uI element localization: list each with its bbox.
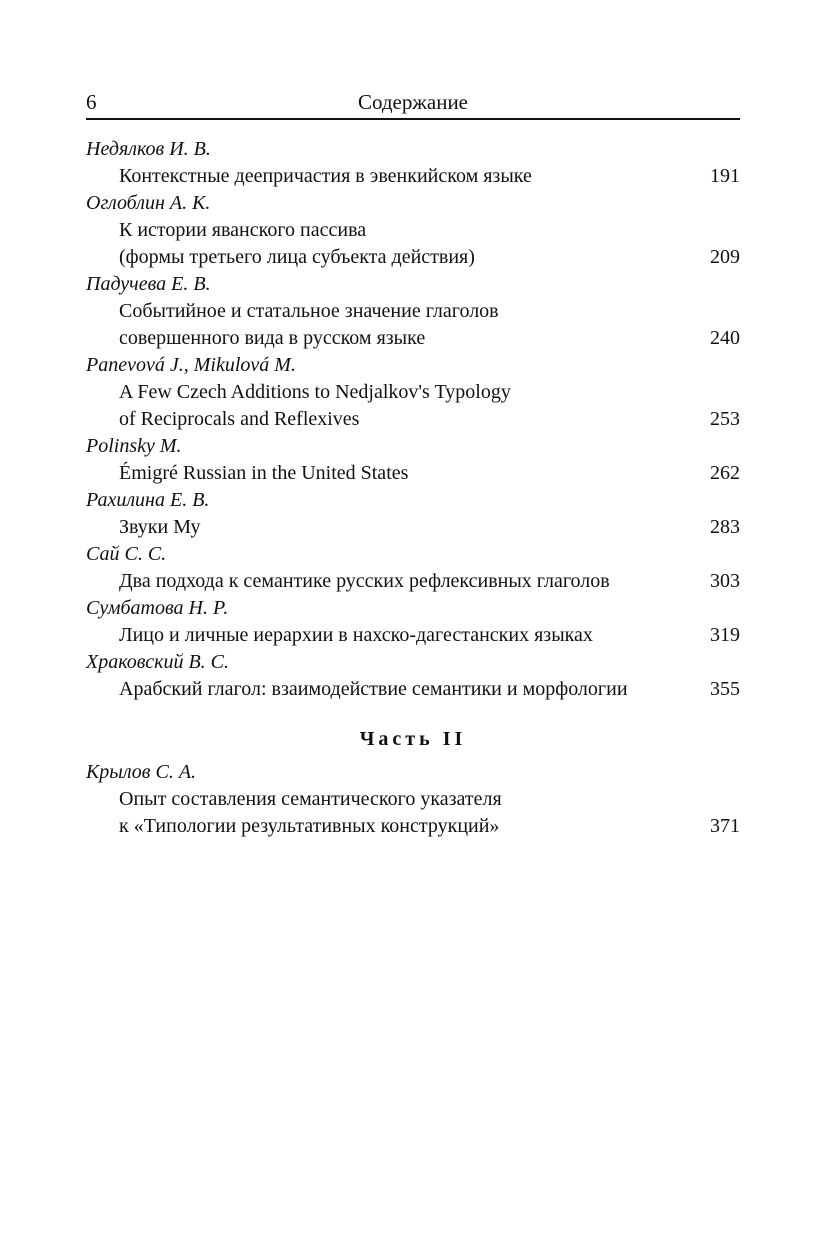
toc-author: Сумбатова Н. Р.: [86, 597, 229, 619]
toc-title-line: Контекстные деепричастия в эвенкийском языке: [119, 165, 532, 187]
toc-title-line: Два подхода к семантике русских рефлексивных глаголов: [119, 570, 610, 592]
toc-page-number: 303: [710, 570, 740, 592]
toc-title-line: совершенного вида в русском языке: [119, 327, 426, 349]
toc-entry: [86, 541, 740, 595]
table-of-contents: [86, 136, 740, 840]
toc-page-number: 319: [710, 624, 740, 646]
toc-title: [86, 622, 680, 649]
toc-title-line: Опыт составления семантического указателя: [119, 788, 502, 810]
toc-entry: [86, 759, 740, 840]
toc-page-number: 262: [710, 462, 740, 484]
toc-title: [86, 217, 680, 271]
toc-page-number: 240: [710, 327, 740, 349]
toc-author: Polinsky M.: [86, 435, 182, 457]
toc-author: Рахилина Е. В.: [86, 489, 210, 511]
toc-author: Храковский В. С.: [86, 651, 230, 673]
toc-page-number: 191: [710, 165, 740, 187]
toc-entry: [86, 487, 740, 541]
toc-entry: [86, 352, 740, 433]
toc-page-number: 253: [710, 408, 740, 430]
toc-title-line: A Few Czech Additions to Nedjalkov's Typology: [119, 381, 511, 403]
toc-title: [86, 568, 680, 595]
toc-title: [86, 514, 680, 541]
toc-title: [86, 163, 680, 190]
toc-entry: [86, 190, 740, 271]
part-heading: Часть II: [359, 728, 467, 750]
toc-title-line: Событийное и статальное значение глаголов: [119, 300, 499, 322]
toc-entry: [86, 136, 740, 190]
toc-page-number: 355: [710, 678, 740, 700]
toc-title-line: (формы третьего лица субъекта действия): [119, 246, 475, 268]
toc-author: Падучева Е. В.: [86, 273, 211, 295]
toc-title: [86, 676, 680, 703]
toc-title: [86, 460, 680, 487]
toc-title-line: К истории яванского пассива: [119, 219, 367, 241]
toc-title-line: Арабский глагол: взаимодействие семантики и морфологии: [119, 678, 628, 700]
toc-title-line: Émigré Russian in the United States: [119, 462, 409, 484]
toc-title: [86, 786, 680, 840]
toc-page-number: 283: [710, 516, 740, 538]
toc-author: Недялков И. В.: [86, 138, 211, 160]
toc-title-line: of Reciprocals and Reflexives: [119, 408, 360, 430]
toc-entry: [86, 433, 740, 487]
toc-entry: [86, 595, 740, 649]
toc-title: [86, 298, 680, 352]
toc-title-line: Лицо и личные иерархии в нахско-дагестанских языках: [119, 624, 593, 646]
running-header: [86, 90, 740, 120]
toc-title: [86, 379, 680, 433]
page-number: 6: [86, 90, 97, 114]
toc-author: Крылов С. А.: [86, 761, 197, 783]
toc-entry: [86, 649, 740, 703]
toc-page-number: 209: [710, 246, 740, 268]
toc-author: Сай С. С.: [86, 543, 167, 565]
toc-page-number: 371: [710, 815, 740, 837]
toc-entry: [86, 271, 740, 352]
running-title: Содержание: [357, 90, 469, 114]
toc-author: Оглоблин А. К.: [86, 192, 211, 214]
toc-title-line: к «Типологии результативных конструкций»: [119, 815, 500, 837]
toc-title-line: Звуки Му: [119, 516, 201, 538]
toc-author: Panevová J., Mikulová M.: [86, 354, 296, 376]
